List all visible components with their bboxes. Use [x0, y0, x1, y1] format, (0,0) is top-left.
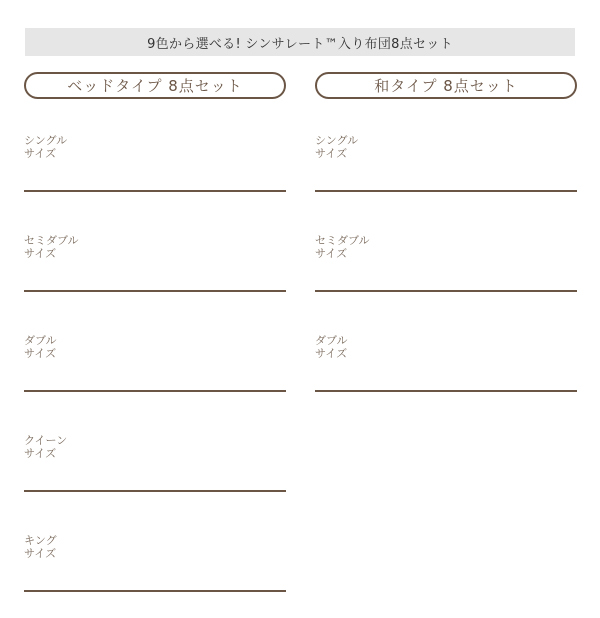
- divider: [24, 490, 286, 492]
- divider: [24, 390, 286, 392]
- size-option-single[interactable]: [315, 134, 577, 204]
- size-option-queen[interactable]: [24, 434, 286, 504]
- bed-type-column: [24, 72, 286, 560]
- product-banner: [25, 28, 575, 56]
- futon-type-tab-label: 和タイプ 8点セット: [374, 77, 518, 95]
- divider: [24, 590, 286, 592]
- size-label: ダブル サイズ: [315, 334, 348, 360]
- futon-type-column: [315, 72, 577, 360]
- size-option-semi-double[interactable]: [24, 234, 286, 304]
- size-label: クイーン サイズ: [24, 434, 68, 460]
- size-label: キング サイズ: [24, 534, 57, 560]
- bed-type-tab[interactable]: [24, 72, 286, 99]
- size-label: セミダブル サイズ: [24, 234, 79, 260]
- size-label: ダブル サイズ: [24, 334, 57, 360]
- size-label: シングル サイズ: [315, 134, 359, 160]
- divider: [315, 390, 577, 392]
- size-label: セミダブル サイズ: [315, 234, 370, 260]
- size-option-double[interactable]: [315, 334, 577, 404]
- divider: [315, 190, 577, 192]
- bed-type-tab-label: ベッドタイプ 8点セット: [67, 77, 243, 95]
- size-option-double[interactable]: [24, 334, 286, 404]
- size-option-king[interactable]: [24, 534, 286, 604]
- divider: [24, 290, 286, 292]
- divider: [315, 290, 577, 292]
- product-banner-title: 9色から選べる! シンサレート™入り布団8点セット: [147, 36, 453, 52]
- size-option-single[interactable]: [24, 134, 286, 204]
- size-option-semi-double[interactable]: [315, 234, 577, 304]
- futon-type-tab[interactable]: [315, 72, 577, 99]
- divider: [24, 190, 286, 192]
- size-label: シングル サイズ: [24, 134, 68, 160]
